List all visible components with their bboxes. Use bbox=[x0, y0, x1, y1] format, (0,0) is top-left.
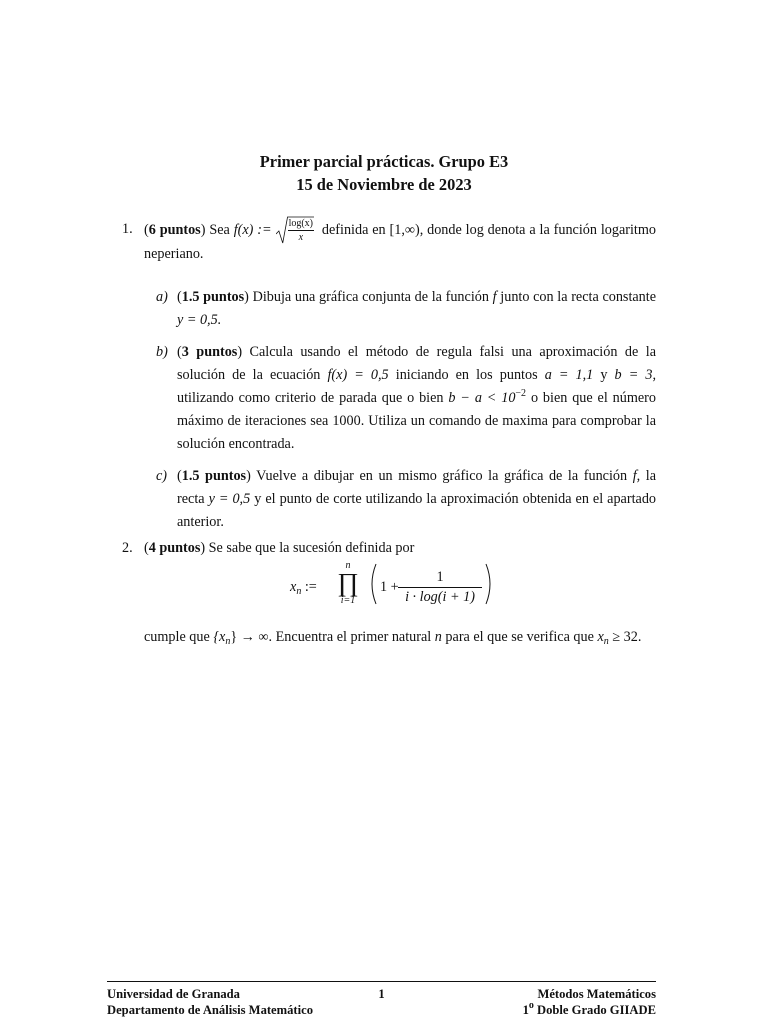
course-name: Métodos Matemáticos bbox=[537, 987, 656, 1001]
fraction-numerator: 1 bbox=[398, 568, 482, 588]
square-root-expression bbox=[276, 218, 314, 243]
problem-number: 1. bbox=[122, 221, 133, 237]
part-c: c) (1.5 puntos) Vuelve a dibujar en un mismo gráfico la gráfica de la función f, la recta y = 0,5 y el punto de corte utilizando la aproximación obtenida en el apartado anterior. bbox=[177, 465, 656, 534]
exam-date: 15 de Noviembre de 2023 bbox=[296, 175, 472, 194]
part-label: c) bbox=[156, 468, 168, 484]
university-name: Universidad de Granada bbox=[107, 987, 240, 1001]
math-equation: y = 0,5 bbox=[208, 491, 251, 507]
statement-text-continued: definida en [1,∞), donde log denota a la función logaritmo neperiano. bbox=[144, 221, 656, 262]
part-label: a) bbox=[156, 289, 168, 305]
product-symbol: ∏ bbox=[337, 568, 359, 597]
department-name: Departamento de Análisis Matemático bbox=[107, 1003, 314, 1017]
statement-text: cumple que bbox=[144, 629, 210, 645]
degree-year: 1 bbox=[522, 1003, 529, 1017]
math-equation: b = 3, bbox=[614, 367, 657, 383]
math-set: {x bbox=[213, 629, 226, 645]
math-inequality: b − a < 10 bbox=[448, 390, 516, 406]
math-variable: f bbox=[492, 289, 497, 305]
part-text: utilizando como criterio de parada que o bien bbox=[177, 390, 444, 406]
problem-statement: (6 puntos) Sea f(x) := $\frac{\log(x)}{x}$ definida en [1,∞), donde log denota a la función logaritmo neperiano. bbox=[144, 218, 656, 262]
math-equation: a = 1,1 bbox=[544, 367, 594, 383]
math-operator: := bbox=[301, 579, 317, 595]
fraction-denominator: x bbox=[298, 232, 304, 243]
math-subscript: n bbox=[603, 636, 609, 647]
fraction-denominator: i · log(i + 1) bbox=[405, 589, 475, 605]
math-expression: 1 + bbox=[380, 579, 399, 595]
statement-text: Sea bbox=[209, 221, 230, 238]
ordinal-indicator: o bbox=[528, 1000, 534, 1011]
fraction-numerator: log(x) bbox=[288, 218, 314, 229]
part-text: Vuelve a dibujar en un mismo gráfico la gráfica de la función bbox=[256, 468, 628, 484]
statement-text: para el que se verifica que bbox=[445, 629, 594, 645]
exam-title: Primer parcial prácticas. Grupo E3 bbox=[259, 152, 509, 171]
math-subscript: n bbox=[225, 636, 231, 647]
product-formula bbox=[122, 560, 656, 620]
part-text: la recta bbox=[177, 468, 657, 507]
problem-statement-continued bbox=[144, 626, 656, 649]
math-subscript: n bbox=[296, 586, 302, 597]
degree-name bbox=[523, 1002, 656, 1018]
math-variable: f, bbox=[632, 468, 641, 484]
math-variable: x bbox=[290, 579, 297, 595]
statement-text: Encuentra el primer natural bbox=[275, 629, 432, 645]
part-b: b) (3 puntos) Calcula usando el método de regula falsi una aproximación de la solución de la ecuación f(x) = 0,5 iniciando en los puntos a = 1,1 y b = 3, utilizando como criterio de parada que o bien $b - a < 10^{-2}$ o bien que el número máximo de iteraciones sea 1000. Utiliza un comando de maxima para comprobar la solución encontrada. bbox=[177, 341, 656, 456]
math-variable: n bbox=[434, 629, 442, 645]
part-text: y bbox=[600, 367, 608, 383]
problem-1 bbox=[122, 218, 656, 534]
page-number: 1 bbox=[378, 987, 385, 1001]
product-upper-limit: n bbox=[345, 560, 351, 571]
part-text: y el punto de corte utilizando la aproximación obtenida en el apartado anterior. bbox=[177, 491, 657, 530]
statement-text: Se sabe que la sucesión definida por bbox=[208, 540, 415, 556]
math-limit: } → ∞. bbox=[230, 629, 273, 645]
part-points: 1.5 puntos bbox=[181, 468, 247, 484]
problem-statement: (4 puntos) Se sabe que la sucesión definida por bbox=[144, 540, 415, 556]
product-lower-limit: i=1 bbox=[340, 595, 356, 606]
math-equation: f(x) = 0,5 bbox=[327, 367, 389, 383]
degree-title: Doble Grado GIIADE bbox=[533, 1003, 656, 1017]
part-text: o bien que el número máximo de iteraciones sea 1000. Utiliza un comando de maxima para comprobar la solución encontrada. bbox=[177, 390, 657, 452]
right-paren bbox=[484, 562, 496, 614]
footer-right bbox=[523, 986, 656, 1018]
part-text: junto con la recta constante bbox=[500, 289, 657, 305]
part-text: Dibuja una gráfica conjunta de la función bbox=[252, 289, 489, 305]
part-text: Calcula usando el método de regula falsi una aproximación de la solución de la ecuación bbox=[177, 344, 656, 383]
math-equation: y = 0,5. bbox=[177, 312, 222, 328]
problem-points: 4 puntos bbox=[148, 540, 201, 556]
part-text: iniciando en los puntos bbox=[395, 367, 538, 383]
problem-2 bbox=[122, 537, 656, 649]
problem-points: 6 puntos bbox=[148, 221, 201, 238]
left-paren bbox=[366, 562, 378, 614]
document-header bbox=[0, 150, 768, 196]
problem-number: 2. bbox=[122, 540, 133, 556]
math-exponent: −2 bbox=[515, 388, 527, 399]
formula-lhs bbox=[290, 576, 317, 599]
part-points: 3 puntos bbox=[181, 344, 238, 360]
product-operator bbox=[336, 560, 360, 606]
fraction bbox=[398, 568, 482, 607]
part-a: a) (1.5 puntos) Dibuja una gráfica conjunta de la función f junto con la recta constante y = 0,5. bbox=[177, 286, 656, 332]
footer-divider bbox=[107, 981, 656, 982]
part-points: 1.5 puntos bbox=[181, 289, 245, 305]
part-label: b) bbox=[156, 344, 168, 360]
function-definition: f(x) := bbox=[233, 221, 272, 238]
math-variable: x bbox=[597, 629, 604, 645]
math-condition: ≥ 32. bbox=[608, 629, 642, 645]
